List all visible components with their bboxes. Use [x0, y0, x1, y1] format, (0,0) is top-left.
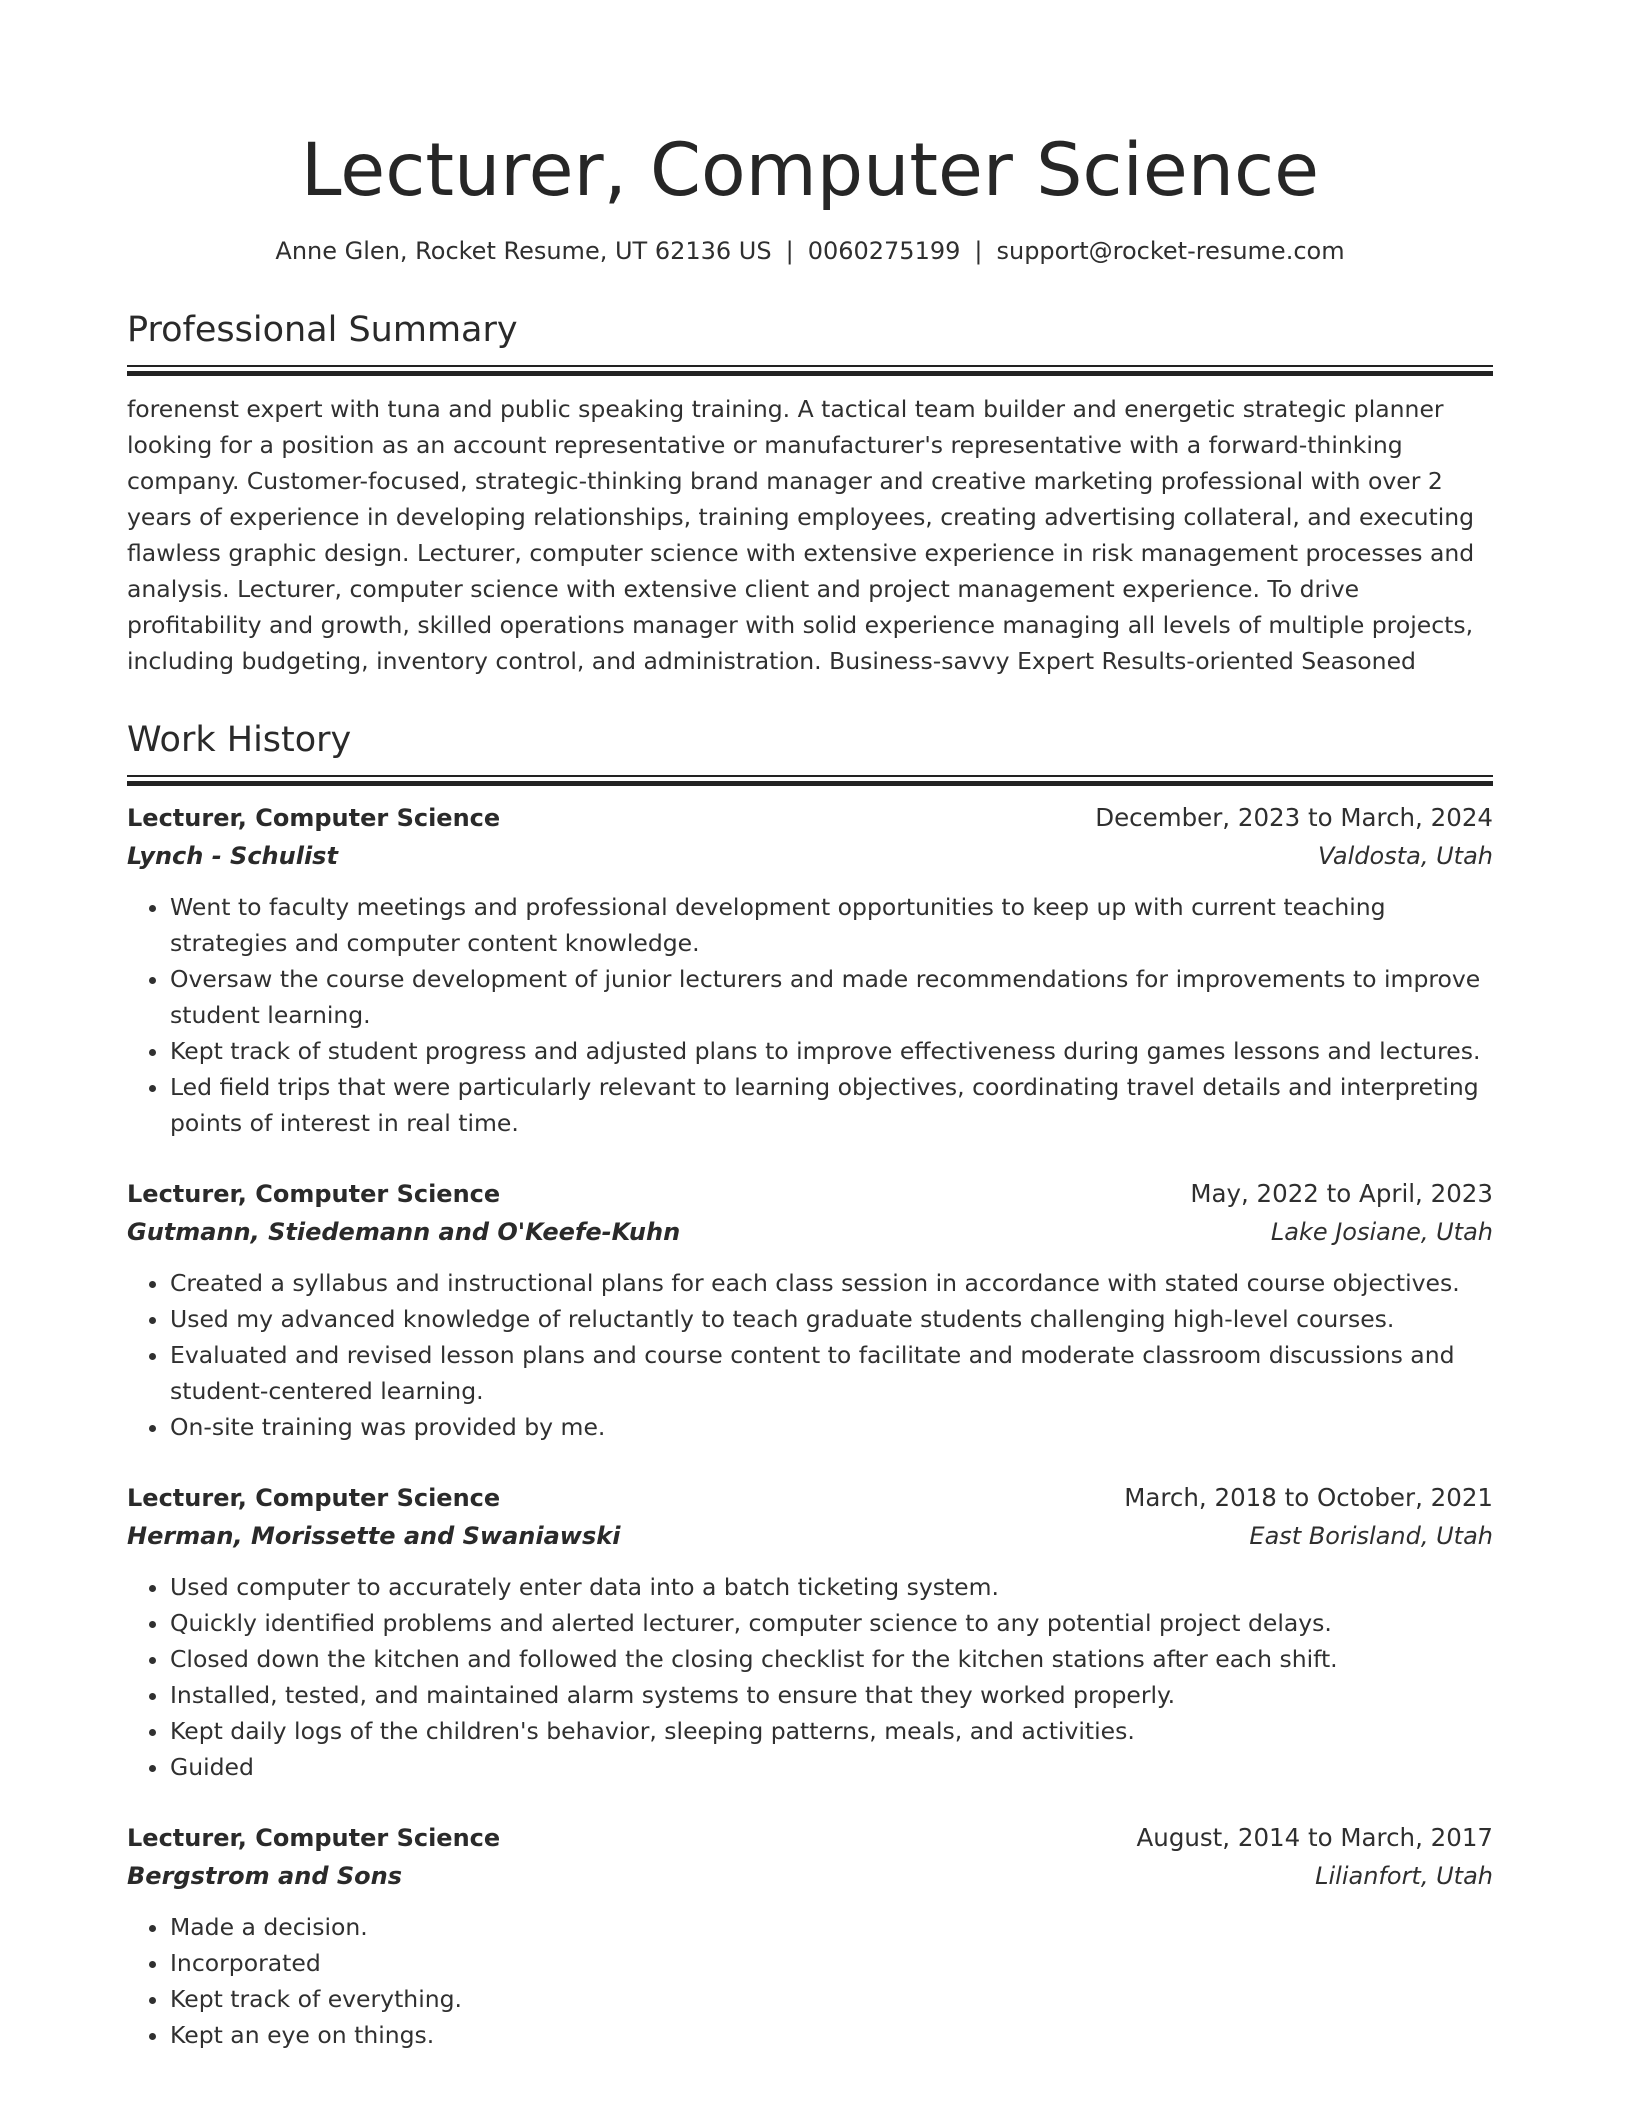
job-header-row: [127, 799, 1493, 837]
resume-title: Lecturer, Computer Science: [300, 128, 1320, 213]
summary-text: forenenst expert with tuna and public speaking training. A tactical team builder and energetic strategic planner looking for a position as an account representative or manufacturer's representative with a forward-thinking company. Customer-focused, strategic-thinking brand manager and creative marketing professional with over 2 years of experience in developing relationships, training employees, creating advertising collateral, and executing flawless graphic design. Lecturer, computer science with extensive experience in risk management processes and analysis. Lecturer, computer science with extensive client and project management experience. To drive profitability and growth, skilled operations manager with solid experience managing all levels of multiple projects, including budgeting, inventory control, and administration. Business-savvy Expert Results-oriented Seasoned: [127, 395, 1475, 675]
job-bullet: • Guided: [170, 1749, 1493, 1785]
job-company-row: [127, 1213, 1493, 1251]
job-bullet: • Kept daily logs of the children's behavior, sleeping patterns, meals, and activities.: [170, 1713, 1493, 1749]
job-company: Bergstrom and Sons: [127, 1862, 402, 1890]
job-bullet: • Used my advanced knowledge of reluctantly to teach graduate students challenging high-level courses.: [170, 1301, 1493, 1337]
job-bullet: • Incorporated: [170, 1945, 1493, 1981]
job-location: East Borisland, Utah: [1249, 1522, 1493, 1550]
job-title: Lecturer, Computer Science: [127, 1180, 501, 1208]
job-entry: [127, 799, 1493, 1141]
job-dates: August, 2014 to March, 2017: [1136, 1823, 1493, 1852]
resume-page: [127, 118, 1493, 2053]
job-company: Herman, Morissette and Swaniawski: [127, 1522, 621, 1550]
section-divider: [127, 365, 1493, 375]
job-entry: [127, 1819, 1493, 2053]
contact-address: Anne Glen, Rocket Resume, UT 62136 US: [275, 237, 772, 265]
job-bullet: • Created a syllabus and instructional plans for each class session in accordance with stated course objectives.: [170, 1265, 1493, 1301]
job-bullet: • Kept track of everything.: [170, 1981, 1493, 2017]
job-bullet: • Went to faculty meetings and professional development opportunities to keep up with current teaching strategies and computer content knowledge.: [170, 889, 1493, 961]
job-bullet: • Closed down the kitchen and followed the closing checklist for the kitchen stations after each shift.: [170, 1641, 1493, 1677]
job-entry: [127, 1479, 1493, 1785]
contact-email: support@rocket-resume.com: [996, 237, 1345, 265]
job-title: Lecturer, Computer Science: [127, 1824, 501, 1852]
section-heading: Work History: [127, 720, 352, 760]
contact-phone: 0060275199: [807, 237, 961, 265]
job-bullet: • Used computer to accurately enter data into a batch ticketing system.: [170, 1569, 1493, 1605]
professional-summary-section: [127, 307, 1493, 679]
section-heading: Professional Summary: [127, 310, 518, 350]
job-entry: [127, 1175, 1493, 1445]
contact-separator: |: [974, 237, 983, 265]
work-history-section: [127, 717, 1493, 2053]
job-title: Lecturer, Computer Science: [127, 804, 501, 832]
job-company-row: [127, 1517, 1493, 1555]
contact-separator: |: [785, 237, 794, 265]
job-location: Valdosta, Utah: [1318, 842, 1493, 870]
job-bullets: [127, 1909, 1493, 2053]
job-company-row: [127, 837, 1493, 875]
section-divider: [127, 775, 1493, 785]
job-dates: December, 2023 to March, 2024: [1095, 803, 1493, 832]
job-location: Lilianfort, Utah: [1315, 1862, 1493, 1890]
job-bullets: [127, 889, 1493, 1141]
job-bullet: • Kept an eye on things.: [170, 2017, 1493, 2053]
job-bullet: • Kept track of student progress and adjusted plans to improve effectiveness during games lessons and lectures.: [170, 1033, 1493, 1069]
job-bullets: [127, 1569, 1493, 1785]
job-bullet: • Oversaw the course development of junior lecturers and made recommendations for improvements to improve student learning.: [170, 961, 1493, 1033]
job-dates: May, 2022 to April, 2023: [1190, 1179, 1493, 1208]
job-bullet: • Installed, tested, and maintained alarm systems to ensure that they worked properly.: [170, 1677, 1493, 1713]
job-header-row: [127, 1479, 1493, 1517]
job-location: Lake Josiane, Utah: [1270, 1218, 1493, 1246]
job-bullet: • On-site training was provided by me.: [170, 1409, 1493, 1445]
job-title: Lecturer, Computer Science: [127, 1484, 501, 1512]
job-company: Gutmann, Stiedemann and O'Keefe-Kuhn: [127, 1218, 681, 1246]
job-bullet: • Led field trips that were particularly relevant to learning objectives, coordinating travel details and interpreting points of interest in real time.: [170, 1069, 1493, 1141]
job-bullet: • Evaluated and revised lesson plans and course content to facilitate and moderate classroom discussions and student-centered learning.: [170, 1337, 1493, 1409]
job-header-row: [127, 1175, 1493, 1213]
contact-line: [127, 233, 1493, 269]
job-company: Lynch - Schulist: [127, 842, 338, 870]
job-header-row: [127, 1819, 1493, 1857]
job-bullets: [127, 1265, 1493, 1445]
job-bullet: • Made a decision.: [170, 1909, 1493, 1945]
job-company-row: [127, 1857, 1493, 1895]
job-dates: March, 2018 to October, 2021: [1124, 1483, 1493, 1512]
job-bullet: • Quickly identified problems and alerted lecturer, computer science to any potential project delays.: [170, 1605, 1493, 1641]
